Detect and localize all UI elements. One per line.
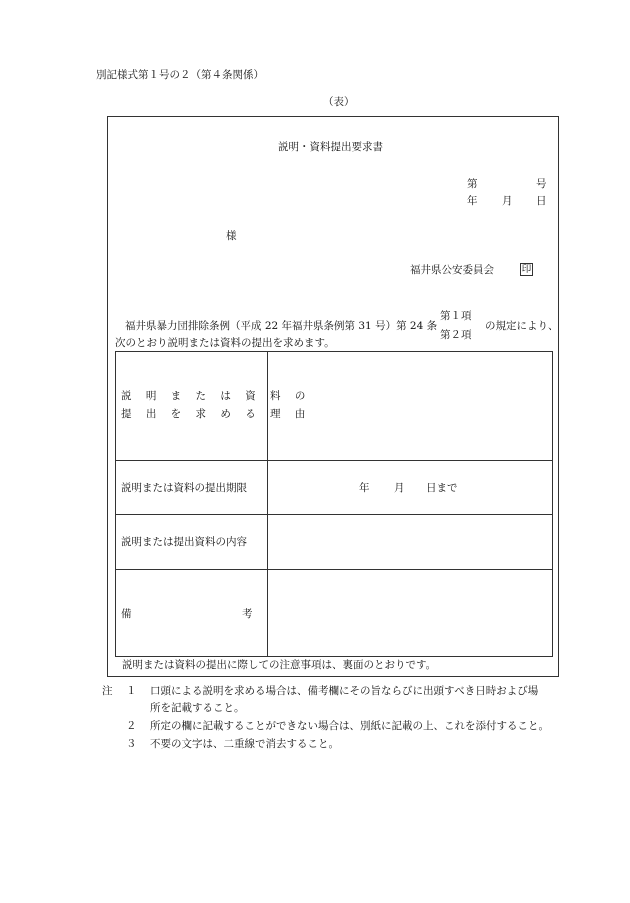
year-label: 年 — [467, 195, 478, 207]
note-2-number: ２ — [126, 720, 137, 732]
request-table — [115, 351, 553, 657]
addressee-suffix: 様 — [226, 230, 237, 242]
deadline-month: 月 — [394, 482, 405, 494]
footer-note: 説明または資料の提出に際しての注意事項は、裏面のとおりです。 — [122, 659, 437, 671]
day-label: 日 — [536, 195, 547, 207]
form-reference: 別記様式第１号の２（第４条関係） — [96, 69, 264, 81]
reason-label-line1: 説 明 ま た は 資 料 の — [121, 390, 311, 402]
note-2-line1: 所定の欄に記載することができない場合は、別紙に記載の上、これを添付すること。 — [150, 720, 549, 732]
deadline-year: 年 — [359, 482, 370, 494]
issuer-name: 福井県公安委員会 — [410, 264, 494, 276]
table-row-divider — [116, 569, 552, 570]
reason-label-line2: 提 出 を 求 め る 理 由 — [121, 408, 311, 420]
body-text-line1-a: 福井県暴力団排除条例（平成 22 年福井県条例第 31 号）第 24 条 — [125, 320, 438, 332]
body-text-line1-b: の規定により、 — [485, 320, 559, 332]
month-label: 月 — [502, 195, 513, 207]
note-3-number: ３ — [126, 738, 137, 750]
seal-mark: 印 — [521, 264, 532, 275]
remarks-label-left: 備 — [121, 608, 132, 620]
deadline-until: 日まで — [426, 482, 458, 494]
number-suffix: 号 — [536, 178, 547, 190]
notes-heading: 注 — [102, 685, 113, 697]
form-title: 説明・資料提出要求書 — [278, 141, 383, 153]
note-1-line1: 口頭による説明を求める場合は、備考欄にその旨ならびに出頭すべき日時および場 — [150, 685, 539, 697]
number-prefix: 第 — [467, 178, 478, 190]
body-text-line2: 次のとおり説明または資料の提出を求めます。 — [115, 337, 335, 349]
contents-label: 説明または提出資料の内容 — [121, 536, 247, 548]
clause-option-2: 第２項 — [440, 329, 472, 341]
table-row-divider — [116, 460, 552, 461]
remarks-label-right: 考 — [242, 608, 253, 620]
clause-option-1: 第１項 — [440, 310, 472, 322]
deadline-label: 説明または資料の提出期限 — [121, 482, 247, 494]
table-row-divider — [116, 514, 552, 515]
note-1-number: １ — [126, 685, 137, 697]
side-label: （表） — [323, 96, 355, 108]
note-3-line1: 不要の文字は、二重線で消去すること。 — [150, 738, 339, 750]
note-1-line2: 所を記載すること。 — [150, 702, 245, 714]
